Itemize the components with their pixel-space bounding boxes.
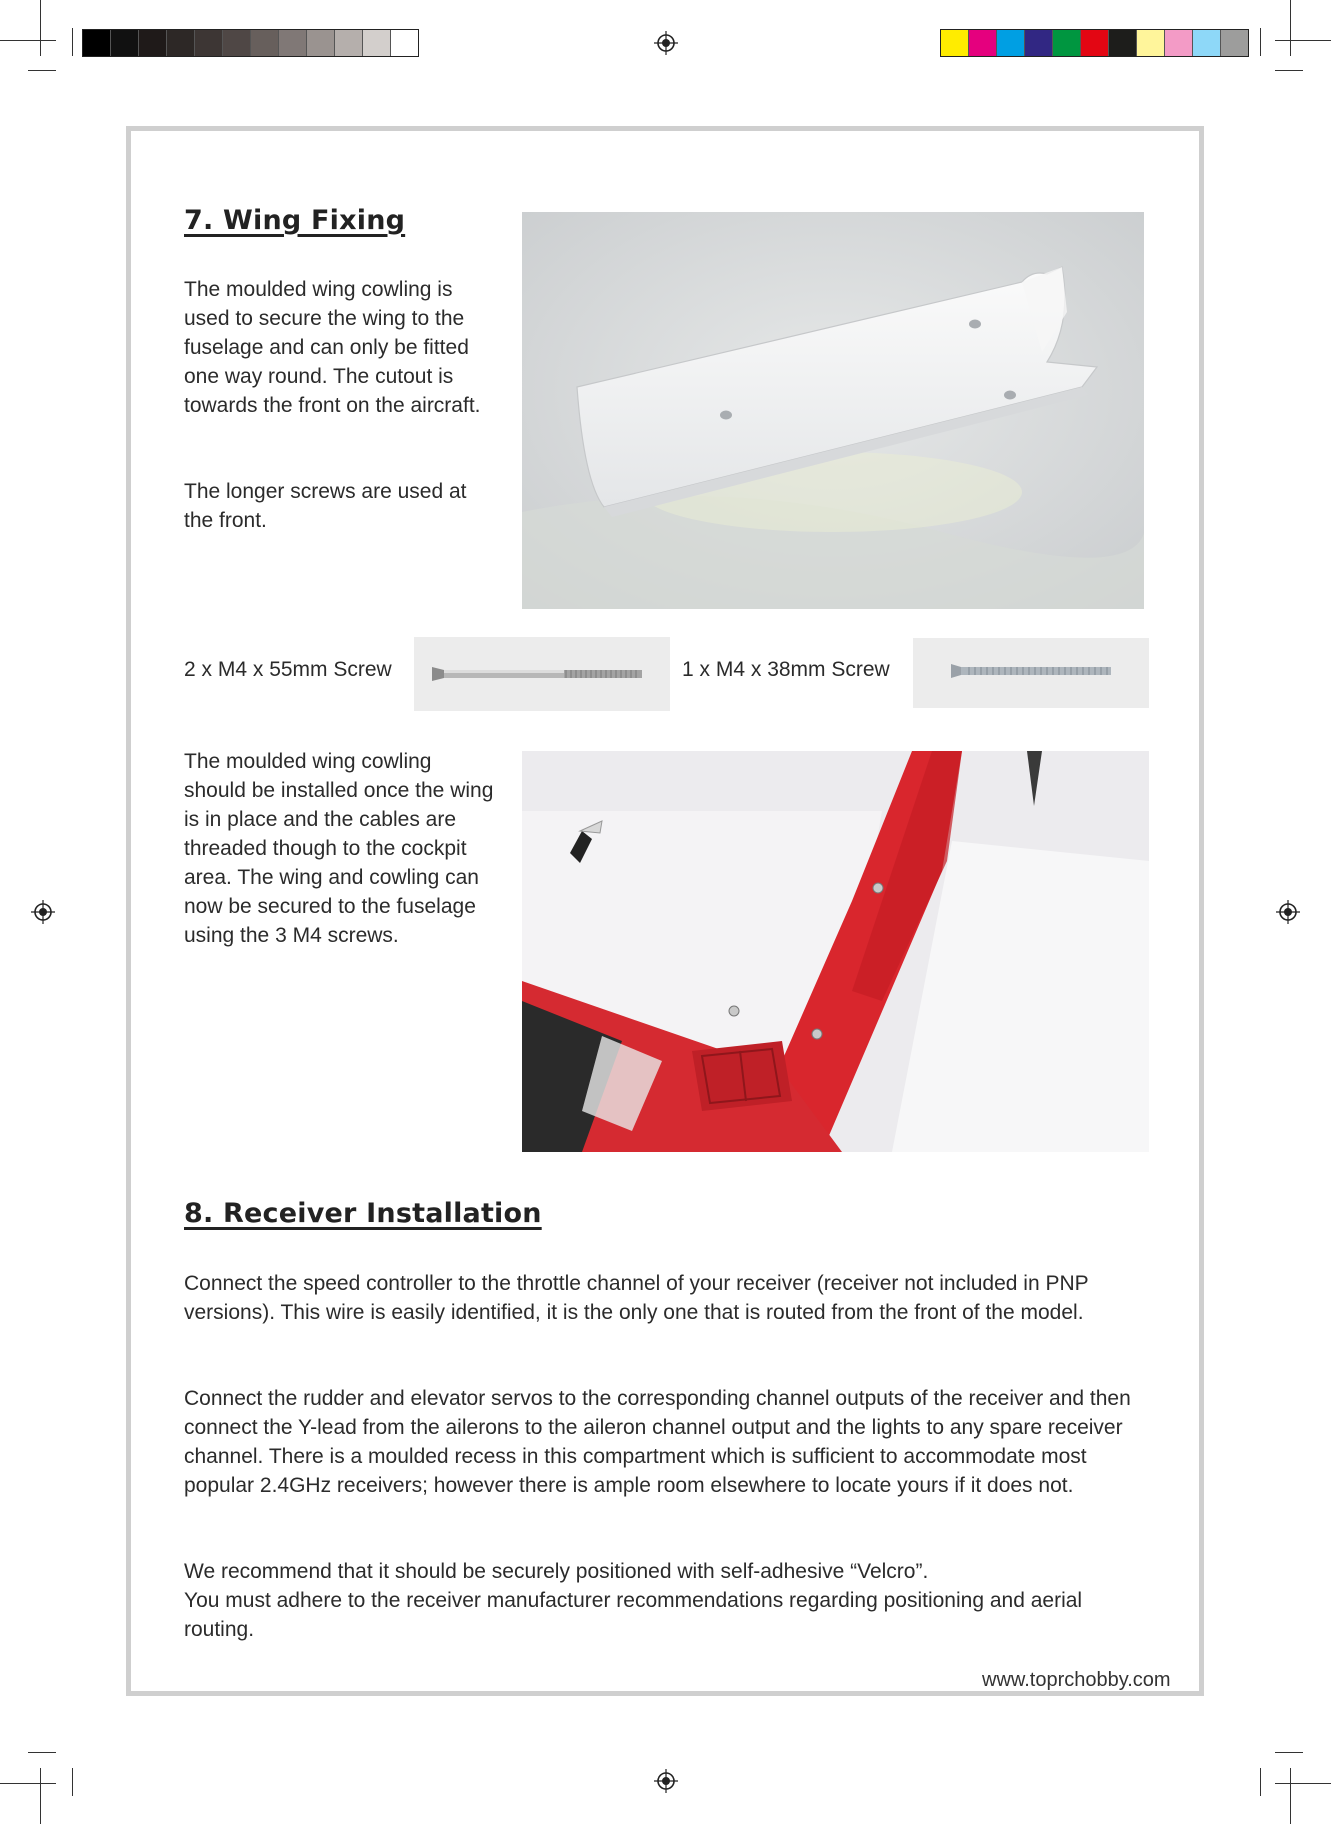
color-swatch xyxy=(83,30,111,56)
color-swatch xyxy=(1165,30,1193,56)
color-swatch xyxy=(167,30,195,56)
color-swatch xyxy=(1081,30,1109,56)
color-swatch xyxy=(111,30,139,56)
crop-mark xyxy=(1290,1768,1291,1824)
long-screw-label: 2 x M4 x 55mm Screw xyxy=(184,658,392,681)
crop-mark xyxy=(1275,1752,1303,1753)
crop-mark xyxy=(1275,40,1331,41)
color-swatch xyxy=(1025,30,1053,56)
color-swatch xyxy=(969,30,997,56)
color-swatch xyxy=(279,30,307,56)
cowling-install-text: The moulded wing cowling should be installed once the wing is in place and the cables are threaded though to the cockpit area. The wing and cowling can now be secured to the fuselage using the 3 M4 screws. xyxy=(184,750,494,947)
color-swatch xyxy=(1109,30,1137,56)
crop-mark xyxy=(40,1768,41,1824)
registration-mark-icon xyxy=(31,900,55,924)
color-swatch xyxy=(1137,30,1165,56)
crop-mark xyxy=(72,28,73,56)
receiver-paragraph-1: Connect the speed controller to the throttle channel of your receiver (receiver not included in PNP versions). This wire is easily identified, it is the only one that is routed from the front of the model. xyxy=(184,1272,1089,1324)
color-swatch xyxy=(363,30,391,56)
receiver-paragraph-3-line-1: We recommend that it should be securely positioned with self-adhesive “Velcro”. xyxy=(184,1560,929,1583)
color-swatch xyxy=(307,30,335,56)
color-swatch xyxy=(997,30,1025,56)
color-swatch xyxy=(1053,30,1081,56)
registration-mark-icon xyxy=(654,31,678,55)
crop-mark xyxy=(72,1768,73,1796)
crop-mark xyxy=(28,1752,56,1753)
crop-mark xyxy=(0,1783,56,1784)
color-swatch xyxy=(251,30,279,56)
crop-mark xyxy=(1260,28,1261,56)
short-screw-label: 1 x M4 x 38mm Screw xyxy=(682,658,890,681)
receiver-paragraph-3-line-2: You must adhere to the receiver manufacturer recommendations regarding positioning and aerial routing. xyxy=(184,1589,1083,1641)
color-calibration-bar xyxy=(940,29,1249,57)
color-swatch xyxy=(223,30,251,56)
wing-cowling-photo xyxy=(522,212,1144,609)
crop-mark xyxy=(1275,1783,1331,1784)
color-swatch xyxy=(941,30,969,56)
section-8-title: 8. Receiver Installation xyxy=(184,1198,542,1229)
registration-mark-icon xyxy=(654,1769,678,1793)
crop-mark xyxy=(1275,70,1303,71)
registration-mark-icon xyxy=(1276,900,1300,924)
website-url[interactable]: www.toprchobby.com xyxy=(982,1669,1171,1691)
crop-mark xyxy=(40,0,41,56)
long-screw-photo xyxy=(414,637,670,711)
color-swatch xyxy=(195,30,223,56)
grayscale-calibration-bar xyxy=(82,29,419,57)
receiver-paragraph-2: Connect the rudder and elevator servos to the corresponding channel outputs of the receiver and then connect the Y-lead from the ailerons to the aileron channel output and the lights to any spare receiver channel. There is a moulded recess in this compartment which is sufficient to accommodate most popular 2.4GHz receivers; however there is ample room elsewhere to locate yours if it does not. xyxy=(184,1387,1131,1497)
longer-screws-note: The longer screws are used at the front. xyxy=(184,480,467,532)
color-swatch xyxy=(1221,30,1248,56)
color-swatch xyxy=(391,30,418,56)
crop-mark xyxy=(1260,1768,1261,1796)
color-swatch xyxy=(1193,30,1221,56)
crop-mark xyxy=(0,40,56,41)
color-swatch xyxy=(335,30,363,56)
color-swatch xyxy=(139,30,167,56)
installed-wing-photo xyxy=(522,751,1149,1152)
crop-mark xyxy=(28,70,56,71)
wing-cowling-intro-text: The moulded wing cowling is used to secure the wing to the fuselage and can only be fitted one way round. The cutout is towards the front on the aircraft. xyxy=(184,278,481,417)
short-screw-photo xyxy=(913,638,1149,708)
section-7-title: 7. Wing Fixing xyxy=(184,205,406,236)
crop-mark xyxy=(1290,0,1291,56)
